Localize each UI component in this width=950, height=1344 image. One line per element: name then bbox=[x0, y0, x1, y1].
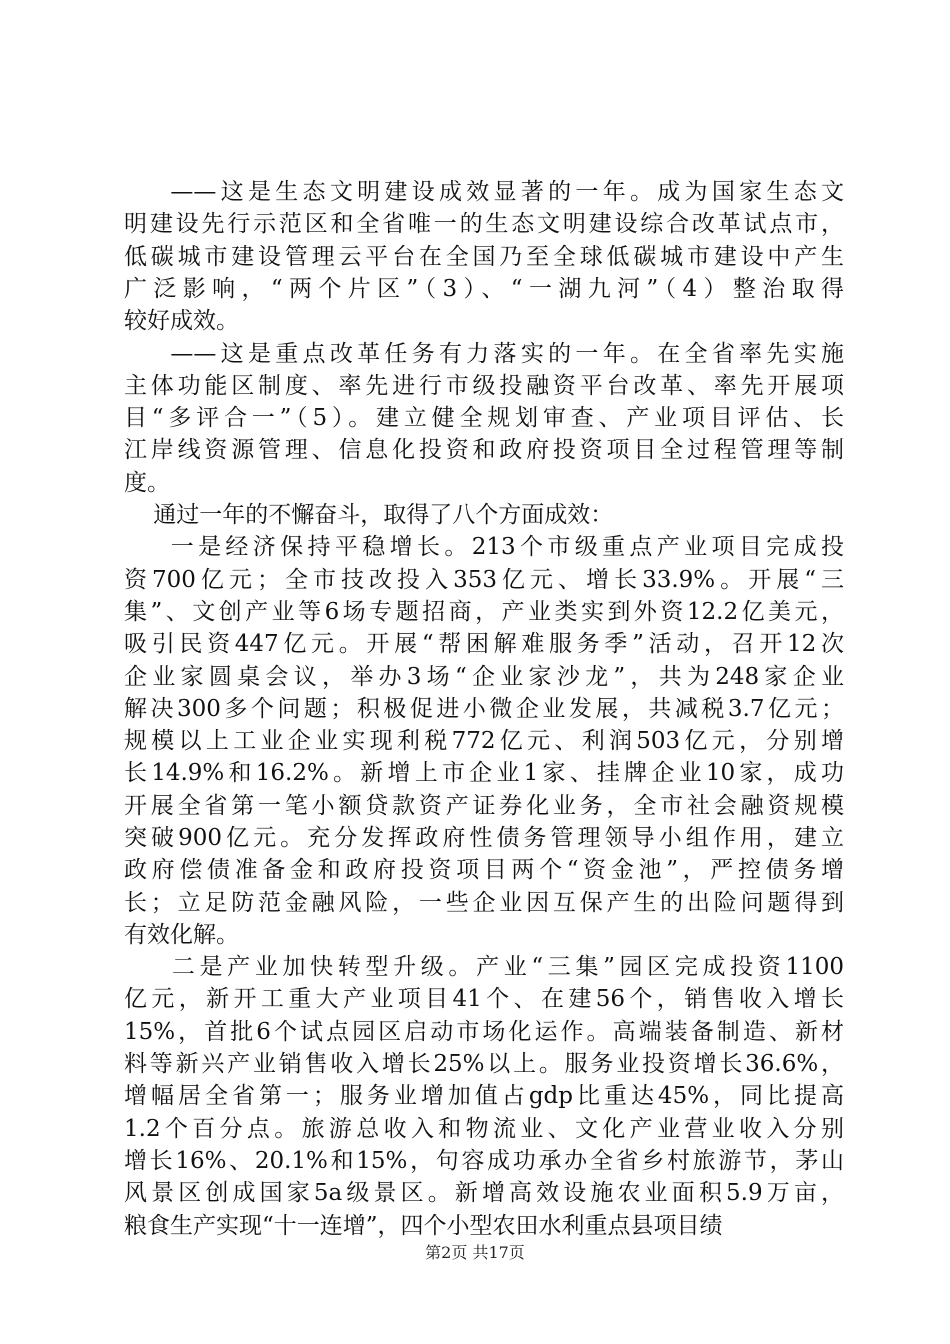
text-line: 长14.9%和16.2%。新增上市企业1家、挂牌企业10家，成功 bbox=[124, 760, 844, 786]
text-line: 规模以上工业企业实现利税772亿元、利润503亿元，分别增 bbox=[124, 728, 844, 754]
text-line: 突破900亿元。充分发挥政府性债务管理领导小组作用，建立 bbox=[124, 825, 844, 851]
text-line: 广泛影响，“两个片区”（3）、“一湖九河”（4）整治取得 bbox=[124, 276, 844, 302]
text-line: 集”、文创产业等6场专题招商，产业类实到外资12.2亿美元， bbox=[124, 599, 844, 625]
text-line: 较好成效。 bbox=[124, 308, 239, 334]
text-line: 吸引民资447亿元。开展“帮困解难服务季”活动，召开12次 bbox=[124, 631, 844, 657]
text-line: 主体功能区制度、率先进行市级投融资平台改革、率先开展项 bbox=[124, 373, 844, 399]
text-line: 度。 bbox=[124, 470, 170, 496]
text-line: 目“多评合一”（5）。建立健全规划审查、产业项目评估、长 bbox=[124, 405, 844, 431]
text-line: 通过一年的不懈奋斗，取得了八个方面成效： bbox=[124, 502, 614, 528]
text-line: 增幅居全省第一；服务业增加值占gdp比重达45%，同比提高 bbox=[124, 1083, 844, 1109]
text-line: 一是经济保持平稳增长。213个市级重点产业项目完成投 bbox=[124, 534, 844, 560]
text-line: 明建设先行示范区和全省唯一的生态文明建设综合改革试点市， bbox=[124, 211, 844, 237]
text-line: 资700亿元；全市技改投入353亿元、增长33.9%。开展“三 bbox=[124, 567, 844, 593]
text-line: 江岸线资源管理、信息化投资和政府投资项目全过程管理等制 bbox=[124, 437, 844, 463]
text-line: ——这是重点改革任务有力落实的一年。在全省率先实施 bbox=[124, 341, 844, 367]
text-line: 低碳城市建设管理云平台在全国乃至全球低碳城市建设中产生 bbox=[124, 244, 844, 270]
text-line: ——这是生态文明建设成效显著的一年。成为国家生态文 bbox=[124, 179, 844, 205]
text-line: 风景区创成国家5a级景区。新增高效设施农业面积5.9万亩， bbox=[124, 1180, 844, 1206]
text-line: 亿元，新开工重大产业项目41个、在建56个，销售收入增长 bbox=[124, 986, 844, 1012]
text-line: 二是产业加快转型升级。产业“三集”园区完成投资1100 bbox=[124, 954, 844, 980]
text-line: 开展全省第一笔小额贷款资产证券化业务，全市社会融资规模 bbox=[124, 793, 844, 819]
page-footer: 第2页 共17页 bbox=[425, 1243, 525, 1262]
text-line: 企业家圆桌会议，举办3场“企业家沙龙”，共为248家企业 bbox=[124, 664, 844, 690]
text-line: 粮食生产实现“十一连增”，四个小型农田水利重点县项目绩 bbox=[124, 1213, 723, 1239]
text-line: 料等新兴产业销售收入增长25%以上。服务业投资增长36.6%， bbox=[124, 1051, 844, 1077]
text-line: 有效化解。 bbox=[124, 922, 239, 948]
text-line: 15%，首批6个试点园区启动市场化运作。高端装备制造、新材 bbox=[124, 1019, 844, 1045]
text-line: 政府偿债准备金和政府投资项目两个“资金池”，严控债务增 bbox=[124, 857, 844, 883]
text-line: 解决300多个问题；积极促进小微企业发展，共减税3.7亿元； bbox=[124, 696, 844, 722]
text-line: 增长16%、20.1%和15%，句容成功承办全省乡村旅游节，茅山 bbox=[124, 1148, 844, 1174]
text-line: 长；立足防范金融风险，一些企业因互保产生的出险问题得到 bbox=[124, 890, 844, 916]
text-line: 1.2个百分点。旅游总收入和物流业、文化产业营业收入分别 bbox=[124, 1116, 844, 1142]
